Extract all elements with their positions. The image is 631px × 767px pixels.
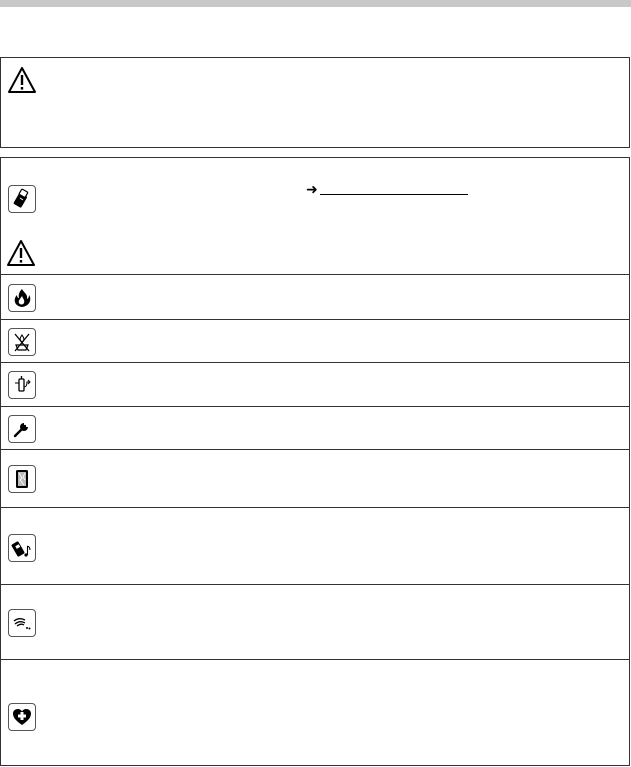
link-underline [320,184,468,195]
wrench-icon [8,415,36,443]
header-rule [0,0,631,7]
handset-battery-icon [8,185,36,213]
table-row [1,508,629,585]
table-row [1,158,629,275]
table-row [1,407,629,450]
table-row [1,363,629,407]
warning-box [0,57,630,148]
warning-triangle-icon [7,66,37,99]
no-water-icon [8,328,36,356]
hearing-aid-icon [8,609,36,637]
warning-triangle-icon [6,239,36,272]
power-plug-icon [8,371,36,399]
table-row [1,320,629,363]
table-row [1,660,629,766]
cross-reference-link[interactable] [306,182,468,196]
table-row [1,585,629,660]
fire-explosion-icon [8,284,36,312]
safety-table [0,157,630,766]
handset-ringtone-icon [8,534,36,562]
arrow-right-icon: ➜ [306,181,318,197]
damaged-display-icon [8,465,36,493]
medical-heart-icon [8,703,36,731]
table-row [1,450,629,508]
table-row [1,275,629,320]
